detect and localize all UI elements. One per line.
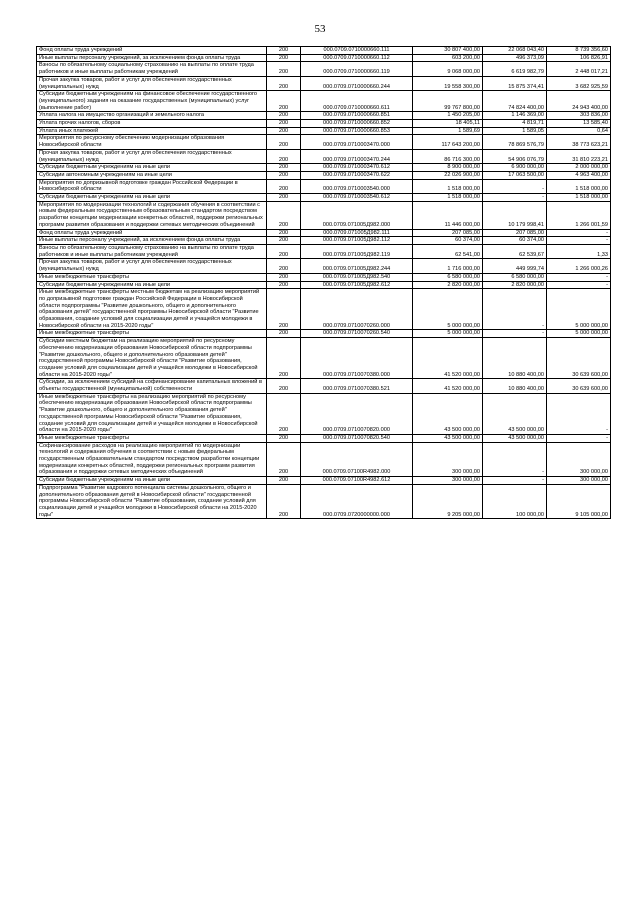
row-name-cell: Взносы по обязательному социальному страхованию на выплаты по оплате труда работников и иные выплаты работникам учреждений — [37, 62, 267, 76]
row-fact-cell: 6 580 000,00 — [483, 273, 547, 281]
row-plan-cell: 86 716 300,00 — [413, 149, 483, 163]
row-kbk-cell: 000.0709.0710000660.111 — [301, 47, 413, 55]
table-row — [37, 273, 611, 281]
row-name-cell: Уплата налога на имущество организаций и земельного налога — [37, 112, 267, 120]
row-code-cell: 200 — [267, 484, 301, 519]
row-name-cell: Уплата иных платежей — [37, 127, 267, 135]
row-plan-cell: 1 589,69 — [413, 127, 483, 135]
table-row — [37, 91, 611, 112]
row-fact-cell: 43 500 000,00 — [483, 434, 547, 442]
row-plan-cell: 6 580 000,00 — [413, 273, 483, 281]
row-fact-cell: 1 146 369,00 — [483, 112, 547, 120]
row-plan-cell: 2 820 000,00 — [413, 281, 483, 289]
row-plan-cell: 62 541,00 — [413, 244, 483, 258]
row-name-cell: Субсидии бюджетным учреждениям на иные цели — [37, 164, 267, 172]
row-rest-cell: 30 639 600,00 — [547, 379, 611, 393]
row-fact-cell: - — [483, 330, 547, 338]
row-fact-cell: 74 824 400,00 — [483, 91, 547, 112]
row-fact-cell: - — [483, 442, 547, 477]
row-kbk-cell: 000.0709.0710000660.851 — [301, 112, 413, 120]
row-kbk-cell: 000.0709.0710000660.611 — [301, 91, 413, 112]
row-fact-cell: 1 589,05 — [483, 127, 547, 135]
row-code-cell: 200 — [267, 194, 301, 202]
row-plan-cell: 300 000,00 — [413, 477, 483, 485]
row-fact-cell: 496 373,09 — [483, 54, 547, 62]
row-code-cell: 200 — [267, 393, 301, 434]
row-code-cell: 200 — [267, 201, 301, 229]
row-name-cell: Прочая закупка товаров, работ и услуг для обеспечения государственных (муниципальных) нужд — [37, 259, 267, 273]
row-rest-cell: 24 943 400,00 — [547, 91, 611, 112]
row-rest-cell: 0,64 — [547, 127, 611, 135]
row-plan-cell: 1 450 205,00 — [413, 112, 483, 120]
table-row — [37, 477, 611, 485]
row-code-cell: 200 — [267, 54, 301, 62]
row-code-cell: 200 — [267, 76, 301, 90]
row-rest-cell: 38 773 623,21 — [547, 135, 611, 149]
row-kbk-cell: 000.0709.0710000660.244 — [301, 76, 413, 90]
row-plan-cell: 41 520 000,00 — [413, 338, 483, 379]
row-code-cell: 200 — [267, 338, 301, 379]
table-row — [37, 112, 611, 120]
row-name-cell: Мероприятия по ресурсному обеспечению модернизации образования Новосибирской области — [37, 135, 267, 149]
row-kbk-cell: 000.0709.0710070820.000 — [301, 393, 413, 434]
row-fact-cell: - — [483, 477, 547, 485]
row-kbk-cell: 000.0709.07100R4982.612 — [301, 477, 413, 485]
row-fact-cell: 10 179 998,41 — [483, 201, 547, 229]
row-fact-cell: 22 068 043,40 — [483, 47, 547, 55]
row-rest-cell: 5 000 000,00 — [547, 330, 611, 338]
row-kbk-cell: 000.0709.0710003470.612 — [301, 164, 413, 172]
row-kbk-cell: 000.0709.0710000660.112 — [301, 54, 413, 62]
row-plan-cell: 5 000 000,00 — [413, 289, 483, 330]
row-plan-cell: 117 643 200,00 — [413, 135, 483, 149]
row-rest-cell: 1 266 000,26 — [547, 259, 611, 273]
row-code-cell: 200 — [267, 112, 301, 120]
row-kbk-cell: 000.0709.0710070380.521 — [301, 379, 413, 393]
row-plan-cell: 1 518 000,00 — [413, 179, 483, 193]
row-kbk-cell: 000.0709.071005Д982.612 — [301, 281, 413, 289]
row-rest-cell: 30 639 600,00 — [547, 338, 611, 379]
row-kbk-cell: 000.0709.071005Д982.540 — [301, 273, 413, 281]
row-kbk-cell: 000.0709.0710003470.622 — [301, 171, 413, 179]
row-rest-cell: 303 836,00 — [547, 112, 611, 120]
table-row — [37, 289, 611, 330]
row-fact-cell: 15 875 374,41 — [483, 76, 547, 90]
row-code-cell: 200 — [267, 179, 301, 193]
row-kbk-cell: 000.0709.071005Д982.112 — [301, 237, 413, 245]
row-name-cell: Софинансирование расходов на реализацию мероприятий по модернизации технологий и содержания обучения в соответствии с новым федеральным государственным образовательным стандартом посредством разработки концепции модернизации конкретных областей, поддержки региональных программ развития образования и поддержки сетевых методических объединений — [37, 442, 267, 477]
row-name-cell: Субсидии бюджетным учреждениям на иные цели — [37, 281, 267, 289]
row-code-cell: 200 — [267, 127, 301, 135]
row-fact-cell: 62 539,67 — [483, 244, 547, 258]
table-row — [37, 281, 611, 289]
row-plan-cell: 99 767 800,00 — [413, 91, 483, 112]
row-name-cell: Прочая закупка товаров, работ и услуг для обеспечения государственных (муниципальных) нужд — [37, 76, 267, 90]
row-plan-cell: 5 000 000,00 — [413, 330, 483, 338]
row-code-cell: 200 — [267, 379, 301, 393]
row-rest-cell: 300 000,00 — [547, 442, 611, 477]
row-name-cell: Субсидии местным бюджетам на реализацию мероприятий по ресурсному обеспечению модернизации образования Новосибирской области подпрограммы "Развитие дошкольного, общего и дополнительного образования детей" государственной программы Новосибирской области "Развитие образования, создание условий для социализации детей и учащейся молодежи в Новосибирской области на 2015-2020 годы" — [37, 338, 267, 379]
table-row — [37, 393, 611, 434]
row-code-cell: 200 — [267, 289, 301, 330]
row-rest-cell: 1 518 000,00 — [547, 194, 611, 202]
row-name-cell: Субсидии бюджетным учреждениям на иные цели — [37, 477, 267, 485]
row-rest-cell: 2 000 000,00 — [547, 164, 611, 172]
row-kbk-cell: 000.0709.0710070260.540 — [301, 330, 413, 338]
row-plan-cell: 43 500 000,00 — [413, 393, 483, 434]
row-plan-cell: 22 026 900,00 — [413, 171, 483, 179]
row-code-cell: 200 — [267, 91, 301, 112]
table-row — [37, 379, 611, 393]
row-code-cell: 200 — [267, 135, 301, 149]
row-rest-cell: 1,33 — [547, 244, 611, 258]
row-code-cell: 200 — [267, 259, 301, 273]
row-code-cell: 200 — [267, 164, 301, 172]
row-rest-cell: 8 739 356,60 — [547, 47, 611, 55]
table-row — [37, 54, 611, 62]
row-fact-cell: 6 619 982,79 — [483, 62, 547, 76]
table-row — [37, 434, 611, 442]
row-plan-cell: 43 500 000,00 — [413, 434, 483, 442]
row-kbk-cell: 000.0709.071005Д982.244 — [301, 259, 413, 273]
row-rest-cell: - — [547, 229, 611, 237]
row-rest-cell: - — [547, 273, 611, 281]
row-rest-cell: 5 000 000,00 — [547, 289, 611, 330]
row-rest-cell: 9 105 000,00 — [547, 484, 611, 519]
row-fact-cell: 60 374,00 — [483, 237, 547, 245]
row-rest-cell: - — [547, 393, 611, 434]
row-code-cell: 200 — [267, 62, 301, 76]
row-rest-cell: - — [547, 434, 611, 442]
row-rest-cell: 1 266 001,59 — [547, 201, 611, 229]
row-kbk-cell: 000.0709.0710070380.000 — [301, 338, 413, 379]
row-kbk-cell: 000.0709.0710070820.540 — [301, 434, 413, 442]
row-code-cell: 200 — [267, 171, 301, 179]
table-row — [37, 149, 611, 163]
row-name-cell: Мероприятия по допризывной подготовке граждан Российской Федерации в Новосибирской области — [37, 179, 267, 193]
row-name-cell: Фонд оплаты труда учреждений — [37, 229, 267, 237]
row-fact-cell: 6 900 000,00 — [483, 164, 547, 172]
row-fact-cell: 449 999,74 — [483, 259, 547, 273]
row-fact-cell: 43 500 000,00 — [483, 393, 547, 434]
row-plan-cell: 19 558 300,00 — [413, 76, 483, 90]
row-rest-cell: 1 518 000,00 — [547, 179, 611, 193]
row-fact-cell: 2 820 000,00 — [483, 281, 547, 289]
row-plan-cell: 60 374,00 — [413, 237, 483, 245]
row-rest-cell: 13 585,40 — [547, 120, 611, 128]
row-name-cell: Иные выплаты персоналу учреждений, за исключением фонда оплаты труда — [37, 54, 267, 62]
table-row — [37, 62, 611, 76]
page-number: 53 — [314, 23, 326, 35]
row-rest-cell: 4 963 400,00 — [547, 171, 611, 179]
table-row — [37, 179, 611, 193]
table-row — [37, 229, 611, 237]
row-code-cell: 200 — [267, 47, 301, 55]
row-kbk-cell: 000.0709.071005Д982.000 — [301, 201, 413, 229]
row-code-cell: 200 — [267, 442, 301, 477]
row-code-cell: 200 — [267, 477, 301, 485]
row-name-cell: Субсидии автономным учреждениям на иные цели — [37, 171, 267, 179]
row-code-cell: 200 — [267, 281, 301, 289]
row-name-cell: Субсидии бюджетным учреждениям на иные цели — [37, 194, 267, 202]
row-plan-cell: 9 068 000,00 — [413, 62, 483, 76]
row-fact-cell: 10 880 400,00 — [483, 338, 547, 379]
row-name-cell: Субсидии, за исключением субсидий на софинансирование капитальных вложений в объекты государственной (муниципальной) собственности — [37, 379, 267, 393]
row-kbk-cell: 000.0709.0710003470.000 — [301, 135, 413, 149]
table-row — [37, 127, 611, 135]
row-plan-cell: 207 085,00 — [413, 229, 483, 237]
row-name-cell: Иные межбюджетные трансферты на реализацию мероприятий по ресурсному обеспечению модернизации образования Новосибирской области подпрограммы "Развитие дошкольного, общего и дополнительного образования детей" государственной программы Новосибирской области "Развитие образования, создание условий для социализации детей и учащейся молодежи в Новосибирской области на 2015-2020 годы" — [37, 393, 267, 434]
row-kbk-cell: 000.0709.0710070260.000 — [301, 289, 413, 330]
row-fact-cell: - — [483, 194, 547, 202]
row-code-cell: 200 — [267, 120, 301, 128]
table-row — [37, 442, 611, 477]
row-fact-cell: - — [483, 179, 547, 193]
row-fact-cell: 207 085,00 — [483, 229, 547, 237]
row-name-cell: Иные межбюджетные трансферты — [37, 434, 267, 442]
row-code-cell: 200 — [267, 229, 301, 237]
row-plan-cell: 11 446 000,00 — [413, 201, 483, 229]
row-name-cell: Иные межбюджетные трансферты местным бюджетам на реализацию мероприятий по допризывной подготовке граждан Российской Федерации в Новосибирской области подпрограммы "Развитие дошкольного, общего и дополнительного образования детей" государственной программы Новосибирской области "Развитие образования, создание условий для социализации детей и учащейся молодежи в Новосибирской области на 2015-2020 годы" — [37, 289, 267, 330]
row-name-cell: Иные межбюджетные трансферты — [37, 330, 267, 338]
row-kbk-cell: 000.0709.071005Д982.119 — [301, 244, 413, 258]
row-rest-cell: 31 810 223,21 — [547, 149, 611, 163]
row-name-cell: Субсидии бюджетным учреждениям на финансовое обеспечение государственного (муниципального) задания на оказание государственных (муниципальных) услуг (выполнение работ) — [37, 91, 267, 112]
row-rest-cell: 300 000,00 — [547, 477, 611, 485]
row-fact-cell: 54 906 076,79 — [483, 149, 547, 163]
table-row — [37, 171, 611, 179]
row-fact-cell: 10 880 400,00 — [483, 379, 547, 393]
row-name-cell: Иные межбюджетные трансферты — [37, 273, 267, 281]
row-name-cell: Уплата прочих налогов, сборов — [37, 120, 267, 128]
row-code-cell: 200 — [267, 273, 301, 281]
row-plan-cell: 8 900 000,00 — [413, 164, 483, 172]
row-code-cell: 200 — [267, 237, 301, 245]
row-kbk-cell: 000.0709.0710003470.244 — [301, 149, 413, 163]
row-rest-cell: 3 682 925,59 — [547, 76, 611, 90]
row-code-cell: 200 — [267, 330, 301, 338]
table-row — [37, 120, 611, 128]
row-plan-cell: 18 405,11 — [413, 120, 483, 128]
table-row — [37, 47, 611, 55]
row-rest-cell: - — [547, 237, 611, 245]
row-kbk-cell: 000.0709.07100R4982.000 — [301, 442, 413, 477]
row-plan-cell: 300 000,00 — [413, 442, 483, 477]
row-fact-cell: 4 819,71 — [483, 120, 547, 128]
table-row — [37, 259, 611, 273]
row-name-cell: Подпрограмма "Развитие кадрового потенциала системы дошкольного, общего и дополнительного образования детей в Новосибирской области" государственной программы Новосибирской области "Развитие образования, создание условий для социализации детей и учащейся молодежи в Новосибирской области на 2015-2020 годы" — [37, 484, 267, 519]
row-kbk-cell: 000.0709.0710003540.612 — [301, 194, 413, 202]
table-row — [37, 194, 611, 202]
row-name-cell: Фонд оплаты труда учреждений — [37, 47, 267, 55]
row-fact-cell: 17 063 500,00 — [483, 171, 547, 179]
row-kbk-cell: 000.0709.0710000660.853 — [301, 127, 413, 135]
row-plan-cell: 41 520 000,00 — [413, 379, 483, 393]
row-plan-cell: 30 807 400,00 — [413, 47, 483, 55]
table-row — [37, 201, 611, 229]
row-rest-cell: 2 448 017,21 — [547, 62, 611, 76]
budget-table — [36, 46, 611, 519]
table-row — [37, 330, 611, 338]
row-kbk-cell: 000.0709.071005Д982.111 — [301, 229, 413, 237]
row-kbk-cell: 000.0709.0720000000.000 — [301, 484, 413, 519]
row-name-cell: Иные выплаты персоналу учреждений, за исключением фонда оплаты труда — [37, 237, 267, 245]
row-name-cell: Прочая закупка товаров, работ и услуг для обеспечения государственных (муниципальных) нужд — [37, 149, 267, 163]
row-code-cell: 200 — [267, 149, 301, 163]
row-rest-cell: 106 826,91 — [547, 54, 611, 62]
row-plan-cell: 603 200,00 — [413, 54, 483, 62]
table-row — [37, 237, 611, 245]
table-row — [37, 484, 611, 519]
row-fact-cell: 100 000,00 — [483, 484, 547, 519]
table-row — [37, 338, 611, 379]
table-row — [37, 244, 611, 258]
row-code-cell: 200 — [267, 244, 301, 258]
row-fact-cell: 78 869 576,79 — [483, 135, 547, 149]
row-kbk-cell: 000.0709.0710003540.000 — [301, 179, 413, 193]
row-plan-cell: 1 716 000,00 — [413, 259, 483, 273]
table-row — [37, 76, 611, 90]
row-rest-cell: - — [547, 281, 611, 289]
row-plan-cell: 9 205 000,00 — [413, 484, 483, 519]
row-kbk-cell: 000.0709.0710000660.119 — [301, 62, 413, 76]
table-row — [37, 164, 611, 172]
row-code-cell: 200 — [267, 434, 301, 442]
row-plan-cell: 1 518 000,00 — [413, 194, 483, 202]
row-kbk-cell: 000.0709.0710000660.852 — [301, 120, 413, 128]
row-fact-cell: - — [483, 289, 547, 330]
row-name-cell: Мероприятия по модернизации технологий и содержания обучения в соответствии с новым федеральным государственным образовательным стандартом посредством разработки концепции модернизации конкретных областей, поддержки региональных программ развития образования и поддержки сетевых методических объединений — [37, 201, 267, 229]
row-name-cell: Взносы по обязательному социальному страхованию на выплаты по оплате труда работников и иные выплаты работникам учреждений — [37, 244, 267, 258]
table-row — [37, 135, 611, 149]
